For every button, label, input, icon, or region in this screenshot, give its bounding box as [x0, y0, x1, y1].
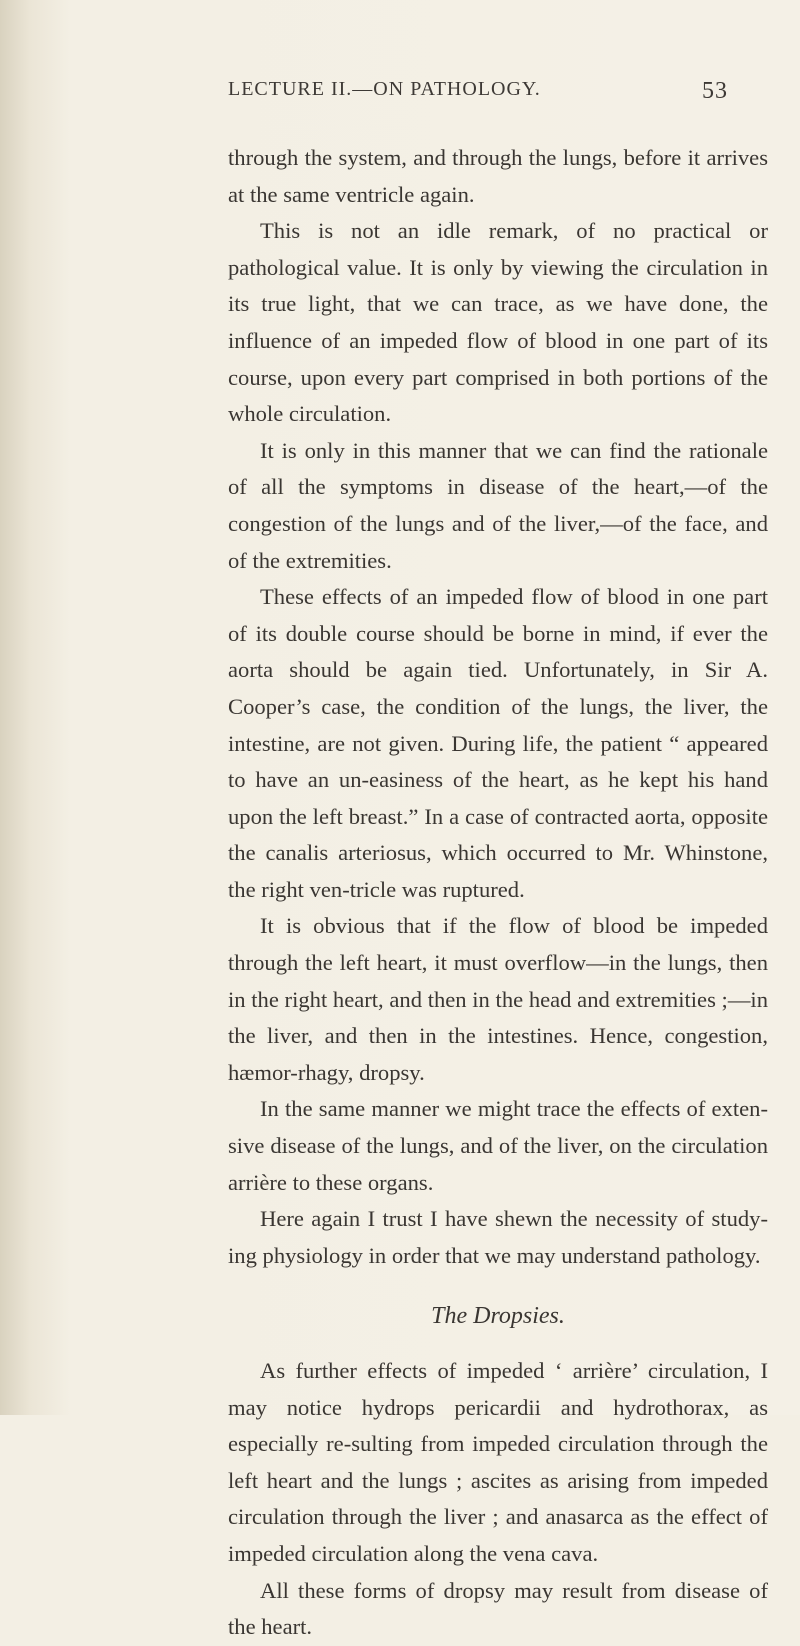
paragraph: As further effects of impeded ‘ arrière’ circulation, I may notice hydrops pericardii and hydrothorax, as especially re-sulting from impeded circulation through the left heart and the lungs ; ascites as arising from impeded circulation through the liver ; and anasarca as the effect of impeded circulation along the vena cava. — [228, 1358, 768, 1566]
paragraph: It is obvious that if the flow of blood be impeded through the left heart, it must overflow—in the lungs, then in the right heart, and then in the head and extremities ;—in the liver, and then in the intestines. Hence, congestion, hæmor-rhagy, dropsy. — [228, 913, 768, 1085]
page-number: 53 — [702, 78, 728, 104]
section-title: The Dropsies. — [431, 1303, 565, 1330]
running-header — [228, 78, 728, 104]
paragraph: These effects of an impeded flow of blood in one part of its double course should be borne in mind, if ever the aorta should be again tied. Unfortunately, in Sir A. Cooper’s case, the condition of the lungs, the liver, the intestine, are not given. During life, the patient “ appeared to have an un-easiness of the heart, as he kept his hand upon the left breast.” In a case of contracted aorta, opposite the canalis arteriosus, which occurred to Mr. Whinstone, the right ven-tricle was ruptured. — [228, 584, 768, 902]
body-text — [228, 140, 768, 1646]
paragraph: This is not an idle remark, of no practical or pathological value. It is only by viewing the circulation in its true light, that we can trace, as we have done, the influence of an impeded flow of blood in one part of its course, upon every part comprised in both portions of the whole circulation. — [228, 218, 768, 427]
paragraph: All these forms of dropsy may result from disease of the heart. — [228, 1577, 768, 1640]
paragraph: It is only in this manner that we can find the rationale of all the symptoms in disease of the heart,—of the congestion of the lungs and of the liver,—of the face, and of the extremities. — [228, 437, 768, 573]
paragraph: through the system, and through the lungs, before it arrives at the same ventricle again. — [228, 145, 768, 207]
paragraph: Here again I trust I have shewn the necessity of study-ing physiology in order that we may understand pathology. — [228, 1206, 768, 1268]
running-title: LECTURE II.—ON PATHOLOGY. — [228, 78, 541, 100]
paragraph: In the same manner we might trace the effects of exten-sive disease of the lungs, and of the liver, on the circulation arrière to these organs. — [228, 1096, 768, 1195]
